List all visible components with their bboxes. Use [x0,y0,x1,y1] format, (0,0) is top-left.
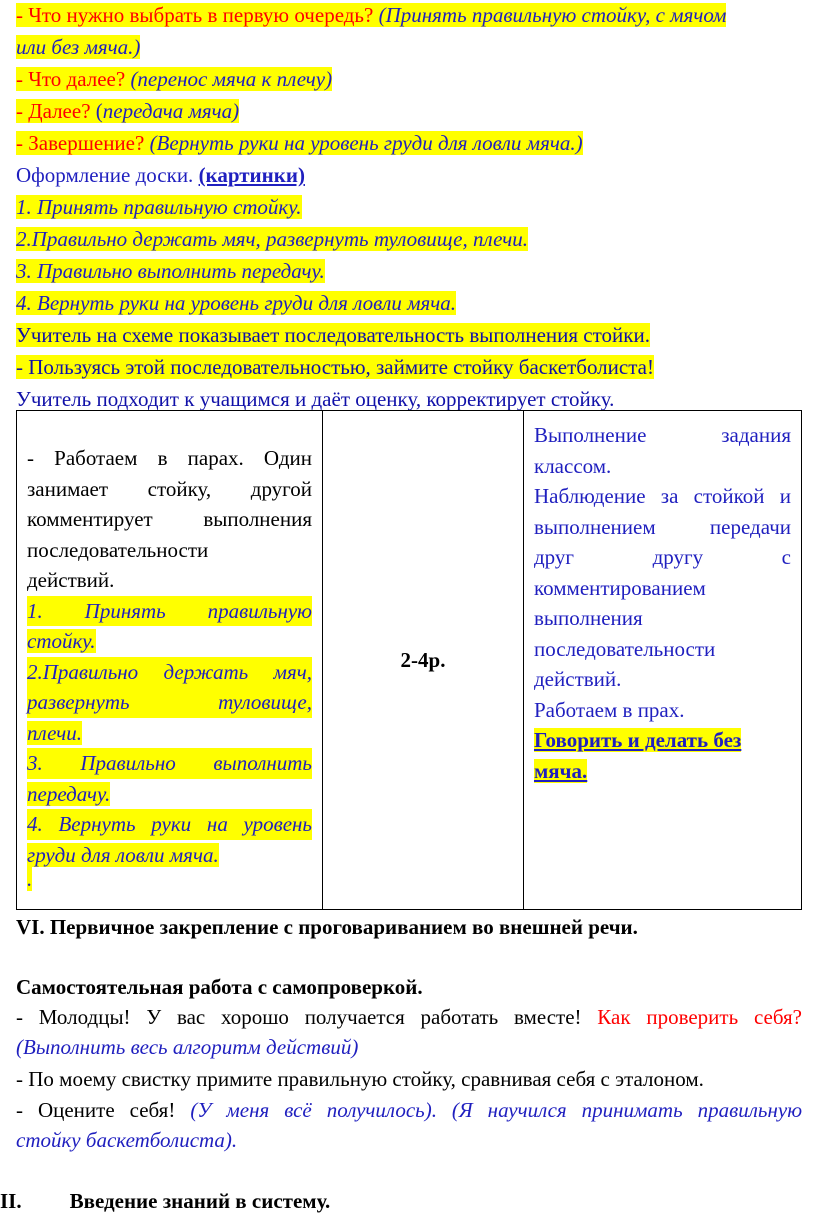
time-value: 2-4р. [400,647,446,672]
activity-step: груди для ловли мяча. [27,842,219,867]
step-1 [16,192,302,222]
step-3 [16,256,325,286]
result-link[interactable]: мяча. [534,758,588,783]
activity-step: стойку. [27,629,96,653]
step-2-text: 2.Правильно держать мяч, развернуть туловище, плечи. [16,227,528,251]
activity-step: плечи. [27,720,82,745]
activity-line: комментирует выполнения [27,507,312,531]
activity-cell [17,411,323,910]
p1-answer: (Выполнить весь алгоритм действий) [16,1035,359,1059]
result-line: Работаем в прах. [534,697,685,722]
question-1-answer-cont: или без мяча.) [16,35,141,59]
section-6-title: VI. Первичное закрепление с проговариванием во внешней речи. [16,915,638,939]
result-line: Наблюдение за стойкой и [534,484,791,508]
teacher-check-text: Учитель подходит к учащимся и даёт оценку, корректирует стойку. [16,387,615,411]
p3-answer: (У меня всё получилось). (Я научился принимать правильную [190,1098,802,1122]
board-pictures-link[interactable]: (картинки) [198,163,305,187]
question-1 [16,0,726,30]
activity-step: передачу. [27,781,111,806]
question-3-open: ( [95,99,103,123]
result-link[interactable]: Говорить и делать без [534,728,742,752]
question-1-answer: (Принять правильную стойку, с мячом [378,3,727,27]
question-2 [16,64,332,94]
time-cell [323,411,524,910]
teacher-scheme [16,320,650,350]
instruction [16,352,654,382]
activity-line: действий. [27,568,115,592]
section-6-p3 [16,1095,802,1125]
section-6-subtitle: Самостоятельная работа с самопроверкой. [16,975,423,999]
result-line: Выполнение задания [534,423,791,447]
question-1-cont [16,32,140,62]
board-label: Оформление доски. [16,163,194,187]
step-3-text: 3. Правильно выполнить передачу. [16,259,325,283]
question-3 [16,96,239,126]
p1-text: - Молодцы! У вас хорошо получается работать вместе! [16,1005,582,1029]
activity-step: 3. Правильно выполнить [27,748,312,779]
section-6-p2: - По моему свистку примите правильную стойку, сравнивая себя с эталоном. [16,1067,704,1091]
step-4-text: 4. Вернуть руки на уровень груди для ловли мяча. [16,291,457,315]
result-cell [524,411,802,910]
activity-step: 4. Вернуть руки на уровень [27,809,312,840]
activity-line: - Работаем в парах. Один [27,446,312,470]
question-2-answer: (перенос мяча к плечу) [130,67,333,91]
result-line: последовательности [534,636,716,661]
activity-step: . [27,867,33,891]
step-1-text: 1. Принять правильную стойку. [16,195,302,219]
p3-text: - Оцените себя! [16,1098,176,1122]
result-line: комментированием [534,575,706,600]
section-6-p1 [16,1002,802,1032]
section-7-heading [0,1186,330,1216]
result-line: классом. [534,453,612,478]
step-4 [16,288,456,318]
teacher-scheme-text: Учитель на схеме показывает последовательность выполнения стойки. [16,323,650,347]
question-3-text: - Далее? [16,99,91,123]
table-row [17,411,802,910]
activity-step: 2.Правильно держать мяч, [27,657,312,688]
activity-line: занимает стойку, другой [27,476,312,501]
result-line: действий. [534,667,622,691]
activity-step: 1. Принять правильную [27,596,312,627]
result-line: друг другу с [534,545,791,569]
p1-question: Как проверить себя? [597,1005,802,1029]
section-7-numeral: II. [0,1189,22,1213]
question-4-text: - Завершение? [16,131,145,155]
question-2-text: - Что далее? [16,67,126,91]
section-7-title: Введение знаний в систему. [69,1189,331,1213]
question-1-text: - Что нужно выбрать в первую очередь? [16,3,374,27]
question-4 [16,128,583,158]
p3-answer-cont: стойку баскетболиста). [16,1128,238,1152]
result-line: выполнением передачи [534,514,791,539]
board-design [16,160,305,190]
activity-table [16,410,802,910]
result-line: выполнения [534,606,643,630]
question-3-answer: передача мяча) [102,99,240,123]
question-4-answer: (Вернуть руки на уровень груди для ловли мяча.) [149,131,583,155]
step-2 [16,224,528,254]
activity-line: последовательности [27,537,209,562]
instruction-text: - Пользуясь этой последовательностью, займите стойку баскетболиста! [16,355,654,379]
activity-step: развернуть туловище, [27,687,312,718]
